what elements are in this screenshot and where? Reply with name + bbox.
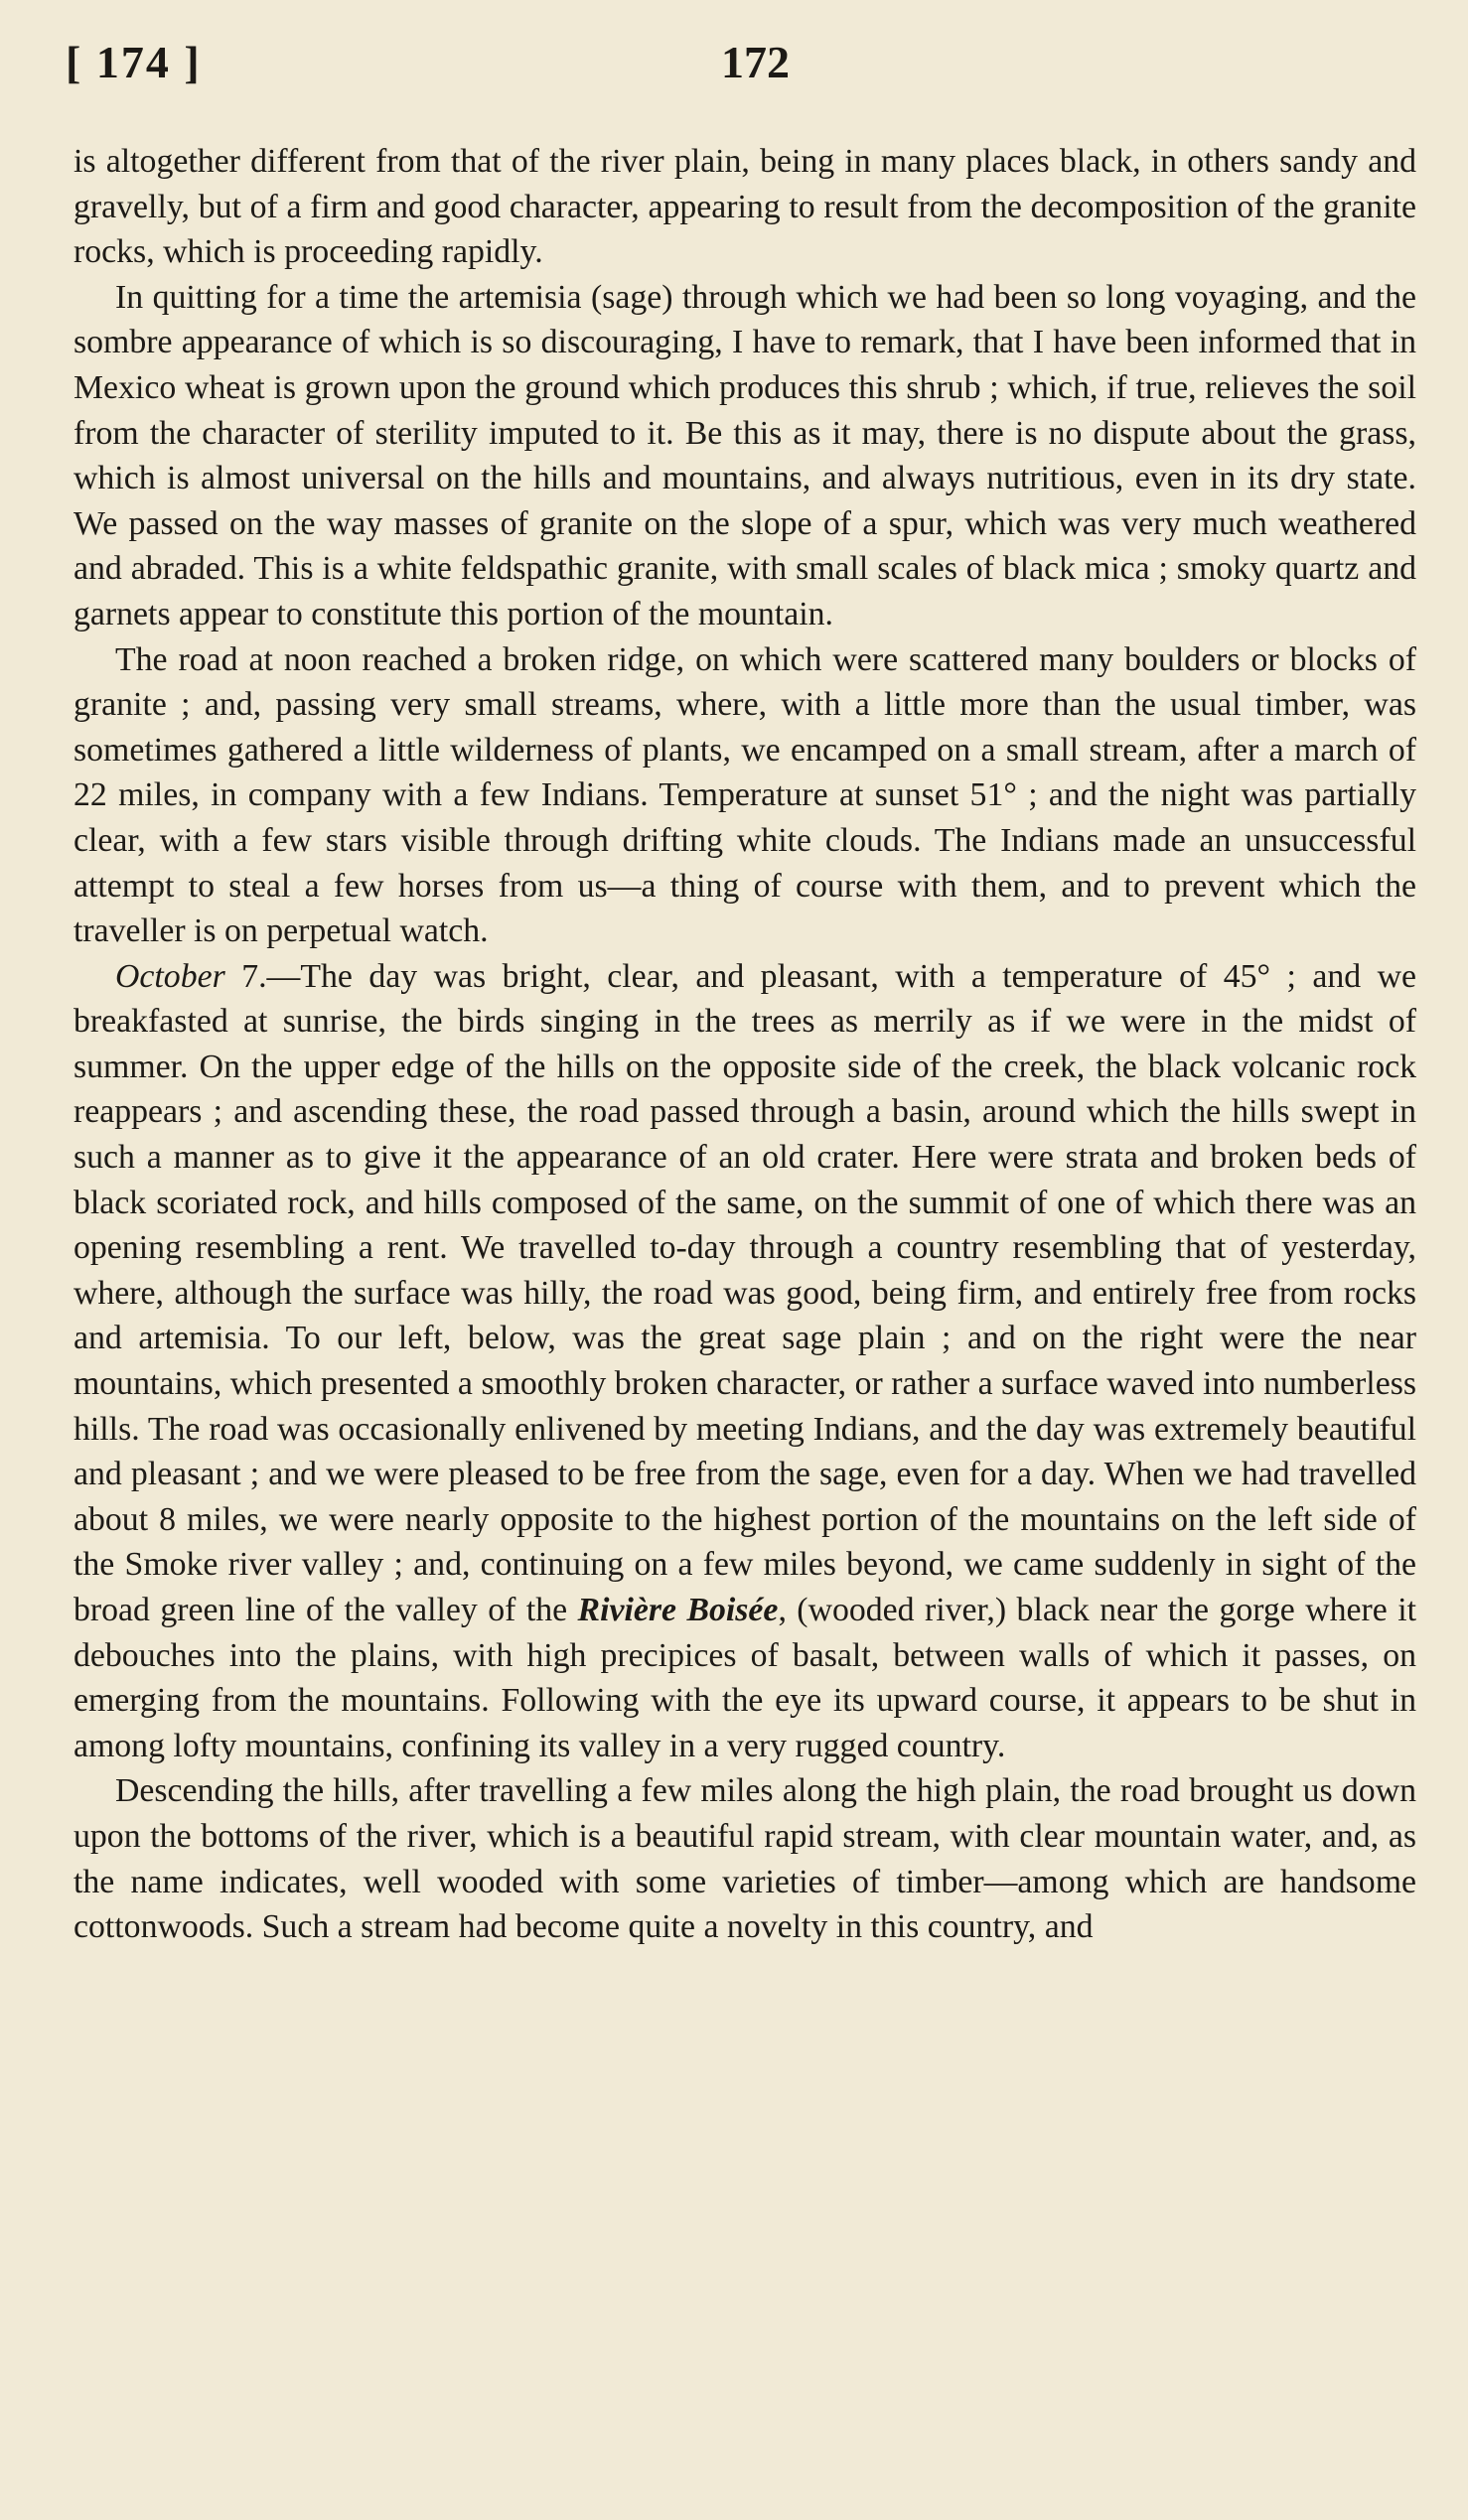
page-number: 172 — [721, 37, 790, 87]
paragraph — [73, 139, 1416, 275]
paragraph-text: The road at noon reached a broken ridge, on which were scattered many boulders or blocks of granite ; and, passing very small streams, where, with a little more than the usual timber, was sometimes gathered a little wilderness of plants, we encamped on a small stream, after a march of 22 miles, in company with a few Indians. Temperature at sunset 51° ; and the night was partially clear, with a few stars visible through drifting white clouds. The Indians made an unsuccessful attempt to steal a few horses from us—a thing of course with them, and to prevent which the traveller is on perpetual watch. — [73, 640, 1416, 950]
paragraph — [73, 954, 1416, 1769]
river-name: Rivière Boisée — [577, 1592, 779, 1628]
body-text — [73, 139, 1416, 1950]
bracketed-page-number: [ 174 ] — [66, 37, 202, 87]
paragraph — [73, 275, 1416, 637]
paragraph-text: , (wooded river,) black near the gorge where it debouches into the plains, with high precipices of basalt, between walls of which it passes, on emerging from the mountains. Following with the eye its upward course, it appears to be shut in among lofty mountains, confining its valley in a very rugged country. — [73, 1592, 1416, 1764]
paragraph-text: Descending the hills, after travelling a few miles along the high plain, the road brought us down upon the bottoms of the river, which is a beautiful rapid stream, with clear mountain water, and, as the name indicates, well wooded with some varieties of timber—among which are handsome cottonwoods. Such a stream had become quite a novelty in this country, and — [73, 1772, 1416, 1946]
date-heading: October — [115, 957, 225, 995]
paragraph-text: 7.—The day was bright, clear, and pleasant, with a temperature of 45° ; and we breakfasted at sunrise, the birds singing in the trees as merrily as if we were in the midst of summer. On the upper edge of the hills on the opposite side of the creek, the black volcanic rock reappears ; and ascending these, the road passed through a basin, around which the hills swept in such a manner as to give it the appearance of an old crater. Here were strata and broken beds of black scoriated rock, and hills composed of the same, on the summit of one of which there was an opening resembling a rent. We travelled to-day through a country resembling that of yesterday, where, although the surface was hilly, the road was good, being firm, and entirely free from rocks and artemisia. To our left, below, was the great sage plain ; and on the right were the near mountains, which presented a smoothly broken character, or rather a surface waved into numberless hills. The road was occasionally enlivened by meeting Indians, and the day was extremely beautiful and pleasant ; and we were pleased to be free from the sage, even for a day. When we had travelled about 8 miles, we were nearly opposite to the highest portion of the mountains on the left side of the Smoke river valley ; and, continuing on a few miles beyond, we came suddenly in sight of the broad green line of the valley of the — [73, 957, 1416, 1628]
paragraph-text: In quitting for a time the artemisia (sage) through which we had been so long voyaging, and the sombre appearance of which is so discouraging, I have to remark, that I have been informed that in Mexico wheat is grown upon the ground which produces this shrub ; which, if true, relieves the soil from the character of sterility imputed to it. Be this as it may, there is no dispute about the grass, which is almost universal on the hills and mountains, and always nutritious, even in its dry state. We passed on the way masses of granite on the slope of a spur, which was very much weathered and abraded. This is a white feldspathic granite, with small scales of black mica ; smoky quartz and garnets appear to constitute this portion of the mountain. — [73, 278, 1416, 632]
page-header — [66, 36, 1402, 95]
paragraph — [73, 1768, 1416, 1949]
paragraph-text: is altogether different from that of the river plain, being in many places black, in others sandy and gravelly, but of a firm and good character, appearing to result from the decomposition of the granite rocks, which is proceeding rapidly. — [73, 143, 1416, 271]
paragraph — [73, 637, 1416, 954]
